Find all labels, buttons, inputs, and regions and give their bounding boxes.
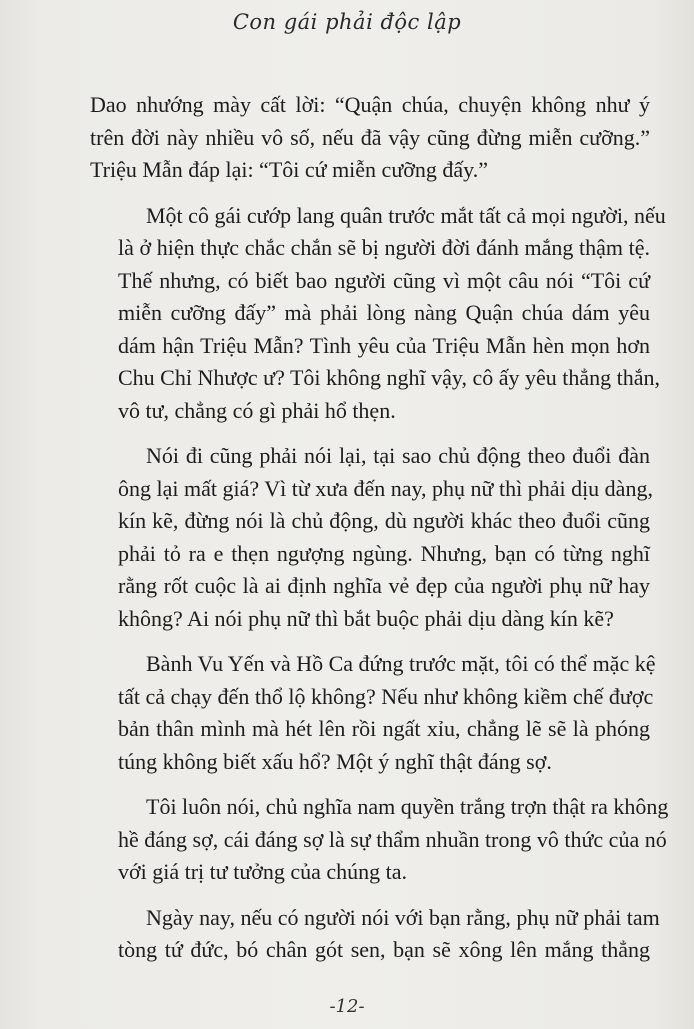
- text-line: Tôi luôn nói, chủ nghĩa nam quyền trắng trợn thật ra không: [146, 794, 669, 819]
- text-line: rằng rốt cuộc là ai định nghĩa vẻ đẹp của người phụ nữ hay: [118, 573, 650, 598]
- text-line: Nói đi cũng phải nói lại, tại sao chủ động theo đuổi đàn: [146, 443, 650, 468]
- text-line: không? Ai nói phụ nữ thì bắt buộc phải dịu dàng kín kẽ?: [118, 605, 614, 631]
- text-line: túng không biết xấu hổ? Một ý nghĩ thật đáng sợ.: [118, 748, 552, 774]
- paragraph-2: [90, 200, 666, 428]
- text-line: vô tư, chẳng có gì phải hổ thẹn.: [118, 397, 396, 423]
- paragraph-5: [90, 791, 669, 889]
- text-line: bản thân mình mà hét lên rồi ngất xỉu, chẳng lẽ sẽ là phóng: [118, 716, 650, 741]
- paragraph-4: [90, 648, 656, 778]
- text-line: trên đời này nhiều vô số, nếu đã vậy cũng đừng miễn cưỡng.”: [90, 124, 650, 150]
- text-line: Ngày nay, nếu có người nói với bạn rằng, phụ nữ phải tam: [146, 904, 660, 930]
- text-line: hề đáng sợ, cái đáng sợ là sự thẩm nhuần trong vô thức của nó: [118, 826, 667, 852]
- page-number: -12-: [329, 996, 365, 1017]
- paragraph-6: [90, 902, 660, 967]
- text-line: với giá trị tư tưởng của chúng ta.: [118, 859, 408, 884]
- paragraph-3: [90, 440, 653, 635]
- running-header: Con gái phải độc lập: [232, 10, 462, 34]
- text-line: miễn cưỡng đấy” mà phải lòng nàng Quận chúa dám yêu: [118, 300, 650, 325]
- text-line: kín kẽ, đừng nói là chủ động, dù người khác theo đuổi cũng: [118, 508, 650, 533]
- text-line: phải tỏ ra e thẹn ngượng ngùng. Nhưng, bạn có từng nghĩ: [118, 540, 650, 566]
- text-line: Một cô gái cướp lang quân trước mắt tất cả mọi người, nếu: [146, 202, 666, 228]
- text-line: Triệu Mẫn đáp lại: “Tôi cứ miễn cưỡng đấy.”: [90, 157, 488, 182]
- body-text: [90, 89, 669, 980]
- paragraph-1: [90, 89, 650, 187]
- text-line: tòng tứ đức, bó chân gót sen, bạn sẽ xông lên mắng thẳng: [118, 937, 650, 962]
- text-line: Dao nhướng mày cất lời: “Quận chúa, chuyện không như ý: [90, 92, 650, 117]
- text-line: dám hận Triệu Mẫn? Tình yêu của Triệu Mẫn hèn mọn hơn: [118, 332, 650, 358]
- text-line: Chu Chỉ Nhược ư? Tôi không nghĩ vậy, cô ấy yêu thẳng thắn,: [118, 365, 661, 390]
- text-line: tất cả chạy đến thổ lộ không? Nếu như không kiềm chế được: [118, 683, 654, 709]
- text-line: ông lại mất giá? Vì từ xưa đến nay, phụ nữ thì phải dịu dàng,: [118, 475, 653, 501]
- text-line: Bành Vu Yến và Hồ Ca đứng trước mặt, tôi có thể mặc kệ: [146, 651, 656, 676]
- text-line: Thế nhưng, có biết bao người cũng vì một câu nói “Tôi cứ: [118, 267, 650, 293]
- text-line: là ở hiện thực chắc chắn sẽ bị người đời đánh mắng thậm tệ.: [118, 235, 650, 260]
